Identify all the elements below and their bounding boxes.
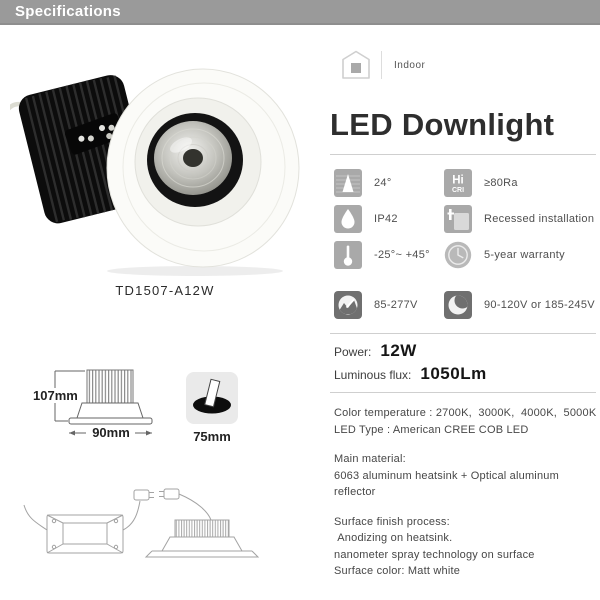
photo-shadow xyxy=(107,266,283,276)
product-model: TD1507-A12W xyxy=(115,283,215,298)
spec-label: 5-year warranty xyxy=(484,249,565,261)
material-text: 6063 aluminum heatsink + Optical aluminum reflector xyxy=(334,469,563,498)
indoor-label: Indoor xyxy=(394,59,426,71)
voltage-meter-icon xyxy=(334,291,362,319)
badge-divider xyxy=(381,51,382,79)
spec-temperature xyxy=(334,241,430,269)
finish-line-3: Surface color: Matt white xyxy=(334,565,461,577)
driver-output-wire xyxy=(123,501,140,530)
power-row xyxy=(334,341,417,361)
spec-voltage-range xyxy=(444,291,595,319)
finish-heading: Surface finish process: xyxy=(334,515,450,528)
product-title: LED Downlight xyxy=(330,107,555,142)
spec-label: -25°~ +45° xyxy=(374,249,430,261)
details-block xyxy=(334,405,598,580)
cutout-diagram xyxy=(186,372,238,424)
spec-label: Recessed installation xyxy=(484,213,595,225)
flux-row xyxy=(334,364,487,384)
warranty-clock-icon xyxy=(444,241,472,269)
flux-label: Luminous flux: xyxy=(334,368,412,382)
flux-value: 1050Lm xyxy=(420,364,487,383)
spec-cri xyxy=(444,169,518,197)
recessed-installation-icon xyxy=(444,205,472,233)
divider xyxy=(330,333,596,334)
dimension-height-label: 107mm xyxy=(33,388,78,403)
material-heading: Main material: xyxy=(334,453,406,465)
spec-label: 85-277V xyxy=(374,299,418,311)
operating-temperature-icon xyxy=(334,241,362,269)
page-title: Specifications xyxy=(15,3,121,20)
finish-line-1: Anodizing on heatsink. xyxy=(334,532,453,544)
bezel xyxy=(107,69,299,267)
product-photo-image xyxy=(10,63,310,278)
voltage-dial-icon xyxy=(444,291,472,319)
spec-label: IP42 xyxy=(374,213,398,225)
led-type-line: LED Type : American CREE COB LED xyxy=(334,423,529,436)
wiring-sketch xyxy=(12,472,304,594)
dimension-width-label: 90mm xyxy=(87,425,135,440)
cri-icon-text-hi: Hi xyxy=(452,174,464,187)
dimension-cutout-label: 75mm xyxy=(193,429,231,444)
spec-beam-angle xyxy=(334,169,392,197)
cri-icon xyxy=(444,169,472,197)
spec-label: 90-120V or 185-245V xyxy=(484,299,595,311)
spec-ip-rating xyxy=(334,205,398,233)
beam-angle-icon xyxy=(334,169,362,197)
heatsink-fins-drawing xyxy=(87,370,133,403)
power-value: 12W xyxy=(380,341,417,360)
cutout-hole-icon xyxy=(186,372,238,424)
flange-drawing xyxy=(69,418,152,424)
input-wire xyxy=(24,505,47,530)
finish-line-2: nanometer spray technology on surface xyxy=(334,548,535,561)
divider xyxy=(330,392,596,393)
header-bar xyxy=(0,0,600,25)
indoor-badge xyxy=(340,49,425,81)
waterproof-icon xyxy=(334,205,362,233)
led-driver-drawing xyxy=(47,515,123,553)
lamp-wire xyxy=(179,494,211,520)
divider xyxy=(330,154,596,155)
connector-plugs-drawing xyxy=(134,489,179,500)
spec-label: ≥80Ra xyxy=(484,177,518,189)
body-drawing xyxy=(77,403,143,418)
power-label: Power: xyxy=(334,345,372,359)
house-icon xyxy=(340,49,372,81)
spec-voltage xyxy=(334,291,418,319)
spec-warranty xyxy=(444,241,565,269)
spec-label: 24° xyxy=(374,177,392,189)
spec-installation xyxy=(444,205,594,233)
cri-icon-text-cri: CRI xyxy=(451,187,465,194)
color-temperature-line: Color temperature : 2700K, 3000K, 4000K, 5000K xyxy=(334,407,597,419)
downlight-drawing xyxy=(146,520,258,557)
